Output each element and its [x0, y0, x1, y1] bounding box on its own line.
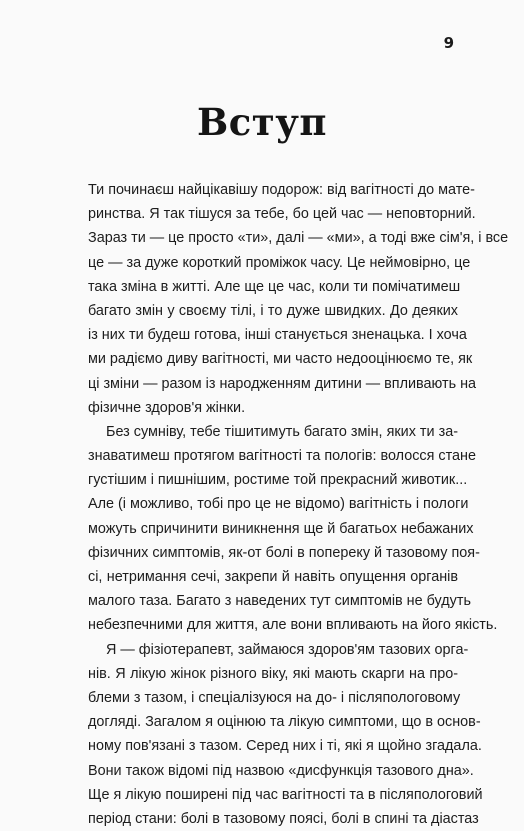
text-line: ному пов'язані з тазом. Серед них і ті, які я щойно згадала. [88, 738, 482, 755]
text-line: ринства. Я так тішуся за тебе, бо цей час — неповторний. [88, 206, 476, 223]
text-line: ці зміни — разом із народженням дитини — впливають на [88, 375, 477, 392]
text-line: така зміна в житті. Але ще це час, коли ти помічатимеш [88, 278, 461, 295]
text-line: Ще я лікую поширені під час вагітності та в післяпологовий [88, 786, 483, 803]
text-line: Зараз ти — це просто «ти», далі — «ми», а тоді вже сім'я, і все [88, 230, 509, 247]
text-line: знаватимеш протягом вагітності та пологів: волосся стане [88, 448, 476, 465]
chapter-title: Вступ [197, 100, 327, 144]
text-line: малого таза. Багато з наведених тут симптомів не будуть [88, 593, 471, 610]
text-line: сі, нетримання сечі, закрепи й навіть опущення органів [88, 569, 458, 585]
text-line: багато змін у своєму тілі, і то дуже швидких. До деяких [88, 302, 458, 319]
text-line: ми радіємо диву вагітності, ми часто недооцінюємо те, як [88, 351, 473, 368]
text-line: Ти починаєш найцікавішу подорож: від вагітності до мате- [88, 182, 475, 198]
page-number: 9 [443, 34, 454, 52]
body-text [88, 178, 509, 831]
text-line: можуть спричинити виникнення ще й багатьох небажаних [88, 520, 474, 537]
text-line: нів. Я лікую жінок різного віку, які мають скарги на про- [88, 665, 458, 682]
text-line: це — за дуже короткий проміжок часу. Це неймовірно, це [88, 254, 471, 271]
text-line: блеми з тазом, і спеціалізуюся на до- і післяпологовому [88, 689, 461, 706]
text-line: густішим і пишнішим, ростиме той прекрасний животик... [88, 472, 468, 489]
text-line: Я — фізіотерапевт, займаюся здоров'ям тазових орга- [106, 641, 469, 658]
text-line: із них ти будеш готова, інші станується зненацька. І хоча [88, 327, 467, 344]
text-line: Але (і можливо, тобі про це не відомо) вагітність і пологи [88, 496, 469, 513]
text-line: Вони також відомі під назвою «дисфункція тазового дна». [88, 762, 474, 779]
text-line: фізичне здоров'я жінки. [88, 399, 246, 416]
text-line: фізичних симптомів, як-от болі в попереку й тазовому поя- [88, 544, 480, 561]
text-line: догляді. Загалом я оцінюю та лікую симптоми, що в основ- [88, 714, 481, 731]
text-line: період стани: болі в тазовому поясі, болі в спині та діастаз [88, 810, 479, 827]
text-line: небезпечними для життя, але вони впливають на його якість. [88, 617, 498, 634]
text-line: Без сумніву, тебе тішитимуть багато змін, яких ти за- [106, 423, 458, 440]
